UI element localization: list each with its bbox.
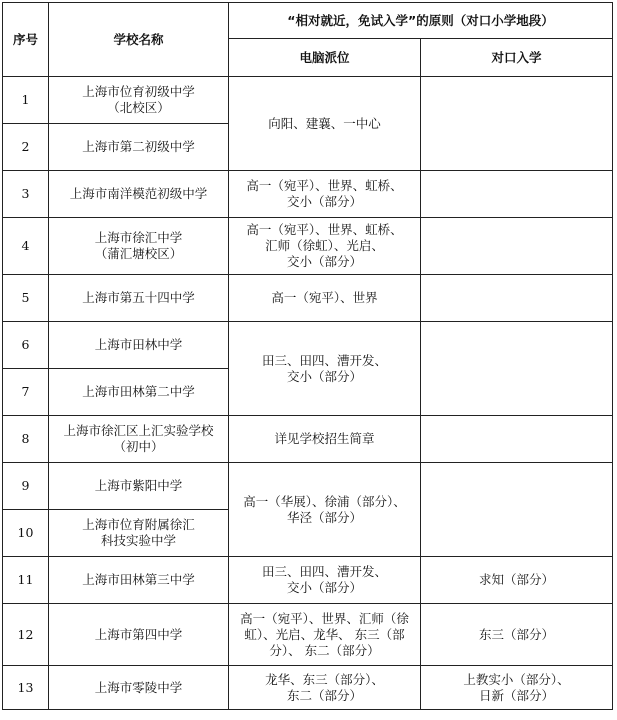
row-seq: 2 xyxy=(3,124,49,171)
direct-admission xyxy=(421,463,613,557)
computer-assignment: 高一（宛平）、世界、虹桥、 汇师（徐虹）、光启、 交小（部分） xyxy=(229,218,421,275)
direct-admission xyxy=(421,171,613,218)
row-seq: 1 xyxy=(3,77,49,124)
computer-assignment: 高一（宛平）、世界、虹桥、 交小（部分） xyxy=(229,171,421,218)
school-name: 上海市位育初级中学 （北校区） xyxy=(49,77,229,124)
school-name: 上海市第四中学 xyxy=(49,604,229,666)
header-principle: “相对就近，免试入学”的原则（对口小学地段） xyxy=(229,3,613,39)
header-school: 学校名称 xyxy=(49,3,229,77)
computer-assignment: 高一（华展）、徐浦（部分）、 华泾（部分） xyxy=(229,463,421,557)
direct-admission: 上教实小（部分）、 日新（部分） xyxy=(421,666,613,710)
school-name: 上海市位育附属徐汇 科技实验中学 xyxy=(49,510,229,557)
school-name: 上海市零陵中学 xyxy=(49,666,229,710)
row-seq: 4 xyxy=(3,218,49,275)
direct-admission xyxy=(421,416,613,463)
school-name: 上海市南洋模范初级中学 xyxy=(49,171,229,218)
computer-assignment: 向阳、建襄、一中心 xyxy=(229,77,421,171)
computer-assignment: 田三、田四、漕开发、 交小（部分） xyxy=(229,557,421,604)
computer-assignment: 高一（宛平）、世界 xyxy=(229,275,421,322)
row-seq: 10 xyxy=(3,510,49,557)
header-computer: 电脑派位 xyxy=(229,39,421,77)
row-seq: 13 xyxy=(3,666,49,710)
row-seq: 9 xyxy=(3,463,49,510)
computer-assignment: 田三、田四、漕开发、 交小（部分） xyxy=(229,322,421,416)
direct-admission: 东三（部分） xyxy=(421,604,613,666)
row-seq: 12 xyxy=(3,604,49,666)
school-name: 上海市田林第二中学 xyxy=(49,369,229,416)
header-seq: 序号 xyxy=(3,3,49,77)
admission-table xyxy=(2,2,613,710)
row-seq: 3 xyxy=(3,171,49,218)
row-seq: 6 xyxy=(3,322,49,369)
computer-assignment: 详见学校招生简章 xyxy=(229,416,421,463)
computer-assignment: 高一（宛平）、世界、汇师（徐 虹）、光启、龙华、 东三（部 分）、 东二（部分） xyxy=(229,604,421,666)
school-name: 上海市田林第三中学 xyxy=(49,557,229,604)
direct-admission xyxy=(421,275,613,322)
school-name: 上海市第五十四中学 xyxy=(49,275,229,322)
direct-admission xyxy=(421,77,613,171)
row-seq: 7 xyxy=(3,369,49,416)
row-seq: 11 xyxy=(3,557,49,604)
header-direct: 对口入学 xyxy=(421,39,613,77)
computer-assignment: 龙华、东三（部分）、 东二（部分） xyxy=(229,666,421,710)
row-seq: 5 xyxy=(3,275,49,322)
direct-admission xyxy=(421,322,613,416)
school-name: 上海市第二初级中学 xyxy=(49,124,229,171)
school-name: 上海市田林中学 xyxy=(49,322,229,369)
row-seq: 8 xyxy=(3,416,49,463)
direct-admission: 求知（部分） xyxy=(421,557,613,604)
school-name: 上海市徐汇区上汇实验学校 （初中） xyxy=(49,416,229,463)
school-name: 上海市徐汇中学 （蒲汇塘校区） xyxy=(49,218,229,275)
direct-admission xyxy=(421,218,613,275)
school-name: 上海市紫阳中学 xyxy=(49,463,229,510)
